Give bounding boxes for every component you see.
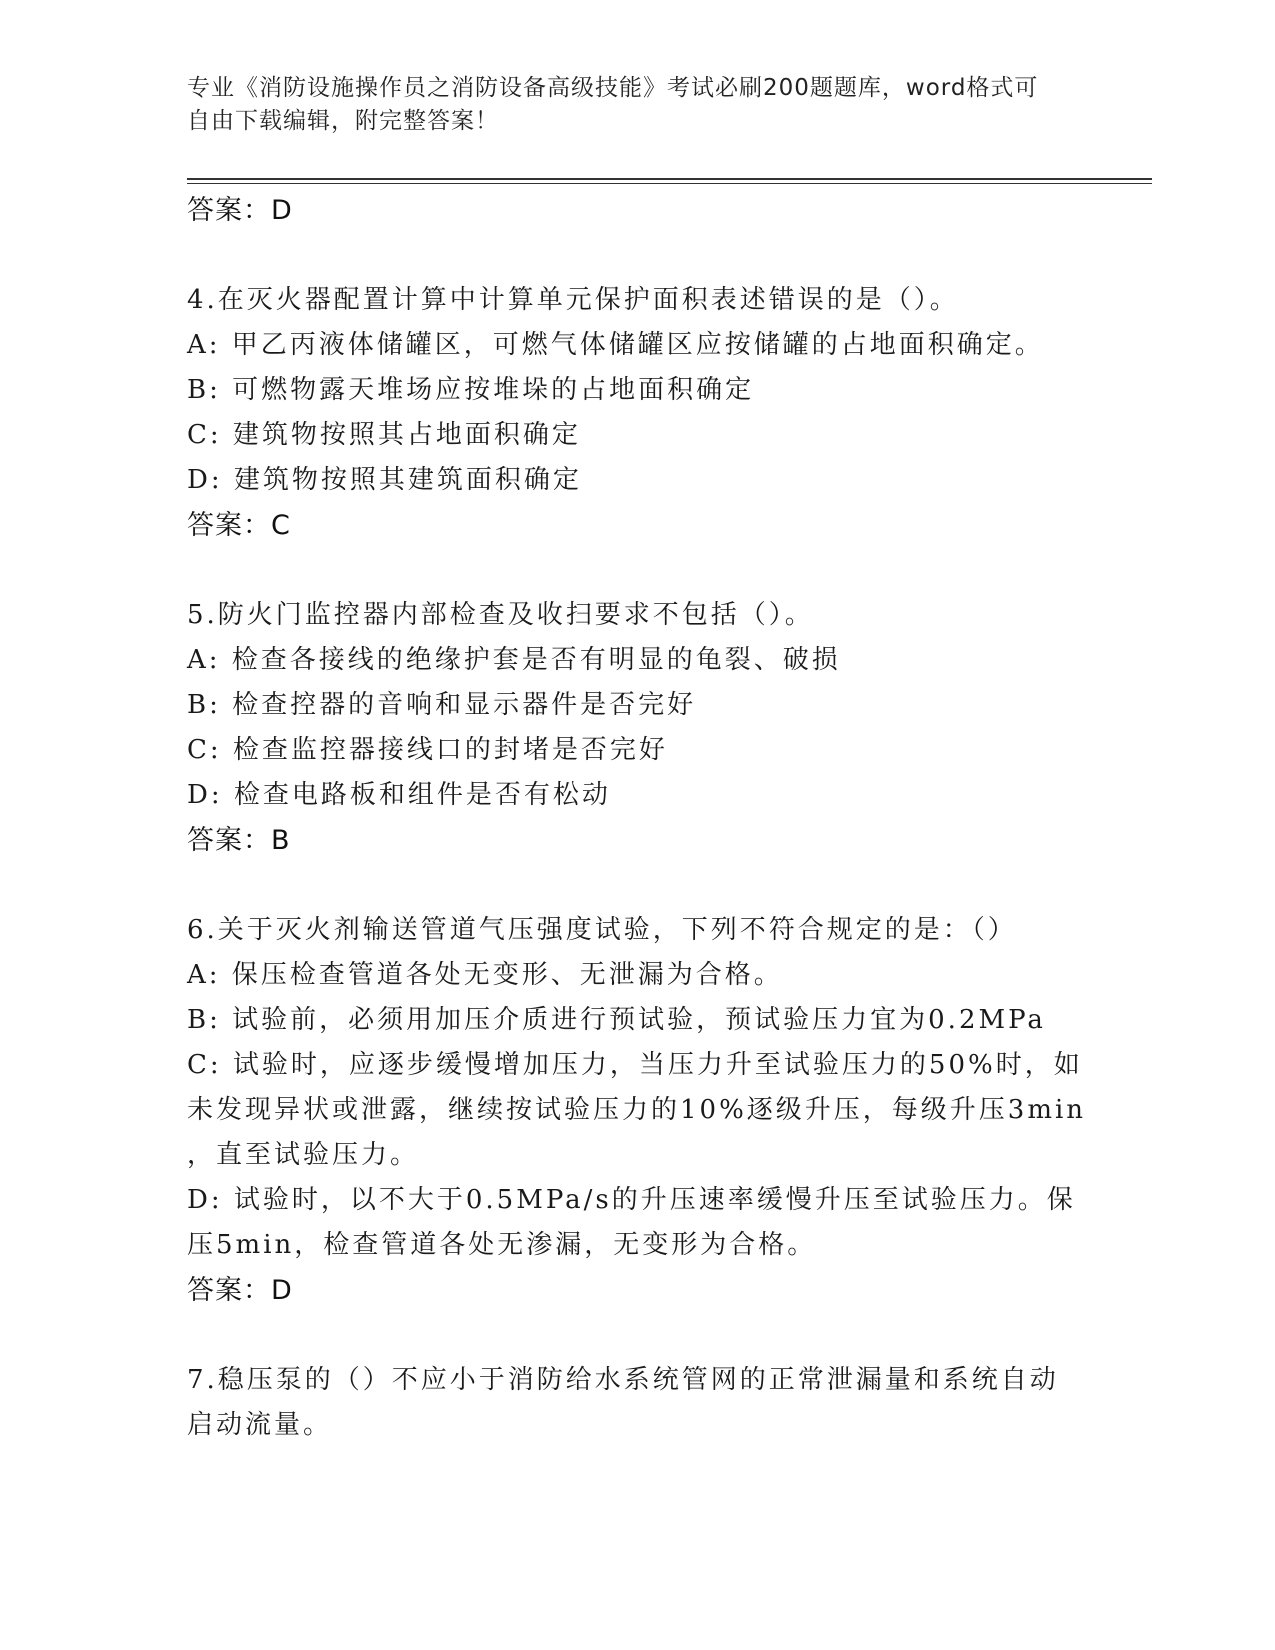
question-gap — [187, 1313, 1087, 1358]
answer-label: 答案：C — [187, 510, 291, 541]
answer-label: 答案：D — [187, 1275, 293, 1306]
document-header — [187, 72, 1067, 138]
option-line: A: 保压检查管道各处无变形、无泄漏为合格。 — [187, 960, 783, 990]
question-block — [187, 908, 1087, 1313]
option-line: C: 试验时，应逐步缓慢增加压力，当压力升至试验压力的50%时，如 — [187, 1050, 1083, 1080]
option-line: A: 甲乙丙液体储罐区，可燃气体储罐区应按储罐的占地面积确定。 — [187, 330, 1044, 360]
question-gap — [187, 863, 1087, 908]
option-line: B: 可燃物露天堆场应按堆垛的占地面积确定 — [187, 375, 755, 405]
question-stem: 5.防火门监控器内部检查及收扫要求不包括（）。 — [187, 600, 814, 630]
answer-label: 答案：B — [187, 825, 291, 856]
option-line: C: 建筑物按照其占地面积确定 — [187, 420, 581, 450]
question-gap — [187, 233, 1087, 278]
header-line-2: 自由下载编辑，附完整答案！ — [187, 108, 499, 134]
option-line: B: 检查控器的音响和显示器件是否完好 — [187, 690, 697, 720]
option-line: ，直至试验压力。 — [187, 1140, 420, 1170]
question-block — [187, 593, 1087, 863]
option-line: C: 检查监控器接线口的封堵是否完好 — [187, 735, 668, 765]
question-stem: 4.在灭火器配置计算中计算单元保护面积表述错误的是（）。 — [187, 285, 959, 315]
question-block — [187, 1358, 1087, 1448]
answer-label: 答案：D — [187, 195, 293, 226]
question-list — [187, 188, 1087, 1448]
option-line: D: 检查电路板和组件是否有松动 — [187, 780, 611, 810]
question-block — [187, 278, 1087, 548]
option-line: D: 试验时，以不大于0.5MPa/s的升压速率缓慢升压至试验压力。保 — [187, 1185, 1076, 1215]
option-line: A: 检查各接线的绝缘护套是否有明显的龟裂、破损 — [187, 645, 841, 675]
option-line: 压5min，检查管道各处无渗漏，无变形为合格。 — [187, 1230, 817, 1260]
question-stem: 启动流量。 — [187, 1410, 333, 1440]
header-line-1: 专业《消防设施操作员之消防设备高级技能》考试必刷200题题库，word格式可 — [187, 75, 1039, 101]
option-line: D: 建筑物按照其建筑面积确定 — [187, 465, 582, 495]
question-gap — [187, 548, 1087, 593]
header-divider — [187, 178, 1152, 180]
option-line: 未发现异状或泄露，继续按试验压力的10%逐级升压，每级升压3min — [187, 1095, 1087, 1125]
question-stem: 6.关于灭火剂输送管道气压强度试验，下列不符合规定的是：（） — [187, 915, 1017, 945]
header-divider-thin — [187, 183, 1152, 184]
option-line: B: 试验前，必须用加压介质进行预试验，预试验压力宜为0.2MPa — [187, 1005, 1046, 1035]
question-stem: 7.稳压泵的（）不应小于消防给水系统管网的正常泄漏量和系统自动 — [187, 1365, 1059, 1395]
